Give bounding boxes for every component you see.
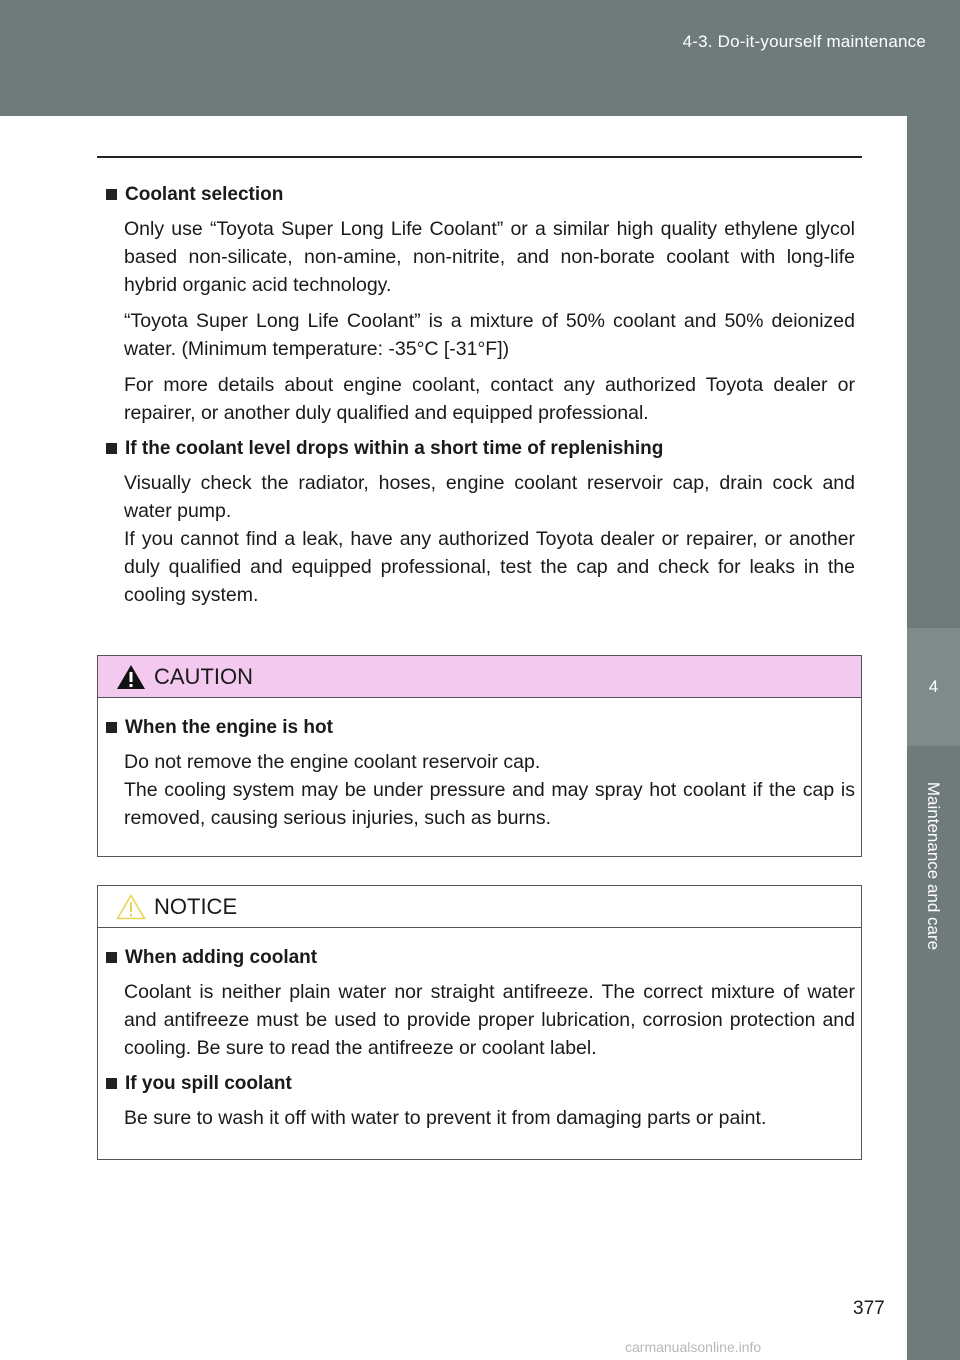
header-bar — [0, 0, 960, 116]
main-content — [103, 181, 855, 617]
paragraph: “Toyota Super Long Life Coolant” is a mixture of 50% coolant and 50% deionized water. (Minimum temperature: -35°C [-31°F]) — [124, 310, 855, 360]
paragraph: Only use “Toyota Super Long Life Coolant” or a similar high quality ethylene glycol based non-silicate, non-amine, non-nitrite, and non-borate coolant with long-life hybrid organic acid technology. — [124, 218, 855, 296]
paragraph: Do not remove the engine coolant reservoir cap. — [124, 751, 541, 773]
notice-box — [97, 885, 862, 1160]
section-heading: If the coolant level drops within a short time of replenishing — [103, 435, 855, 463]
paragraph: Be sure to wash it off with water to prevent it from damaging parts or paint. — [124, 1107, 767, 1129]
caution-box — [97, 655, 862, 857]
paragraph: Visually check the radiator, hoses, engine coolant reservoir cap, drain cock and water pump. — [124, 472, 855, 522]
notice-header — [98, 886, 861, 928]
paragraph: The cooling system may be under pressure and may spray hot coolant if the cap is removed, causing serious injuries, such as burns. — [124, 779, 855, 829]
caution-title: CAUTION — [154, 663, 253, 689]
section-heading: Coolant selection — [103, 181, 855, 209]
square-bullet-icon — [106, 1078, 117, 1089]
notice-body — [98, 928, 861, 1152]
chapter-number: 4 — [907, 628, 960, 746]
warning-triangle-icon — [116, 664, 146, 690]
notice-heading: When adding coolant — [103, 944, 855, 972]
page-number: 377 — [853, 1298, 885, 1319]
watermark: carmanualsonline.info — [625, 1339, 762, 1355]
paragraph: If you cannot find a leak, have any authorized Toyota dealer or repairer, or another duly qualified and equipped professional, test the cap and check for leaks in the cooling system. — [124, 528, 855, 606]
square-bullet-icon — [106, 952, 117, 963]
paragraph: Coolant is neither plain water nor straight antifreeze. The correct mixture of water and antifreeze must be used to provide proper lubrication, corrosion protection and cooling. Be sure to read the antifreeze or coolant label. — [124, 981, 855, 1059]
square-bullet-icon — [106, 189, 117, 200]
caution-header — [98, 656, 861, 698]
chapter-label: Maintenance and care — [924, 781, 943, 951]
notice-title: NOTICE — [154, 893, 238, 919]
caution-body — [98, 698, 861, 852]
notice-triangle-icon — [116, 894, 146, 920]
square-bullet-icon — [106, 722, 117, 733]
divider — [97, 156, 862, 158]
section-title: 4-3. Do-it-yourself maintenance — [682, 32, 926, 51]
caution-heading: When the engine is hot — [103, 714, 855, 742]
square-bullet-icon — [106, 443, 117, 454]
paragraph: For more details about engine coolant, contact any authorized Toyota dealer or repairer, or another duly qualified and equipped professional. — [124, 374, 855, 424]
notice-heading: If you spill coolant — [103, 1070, 855, 1098]
